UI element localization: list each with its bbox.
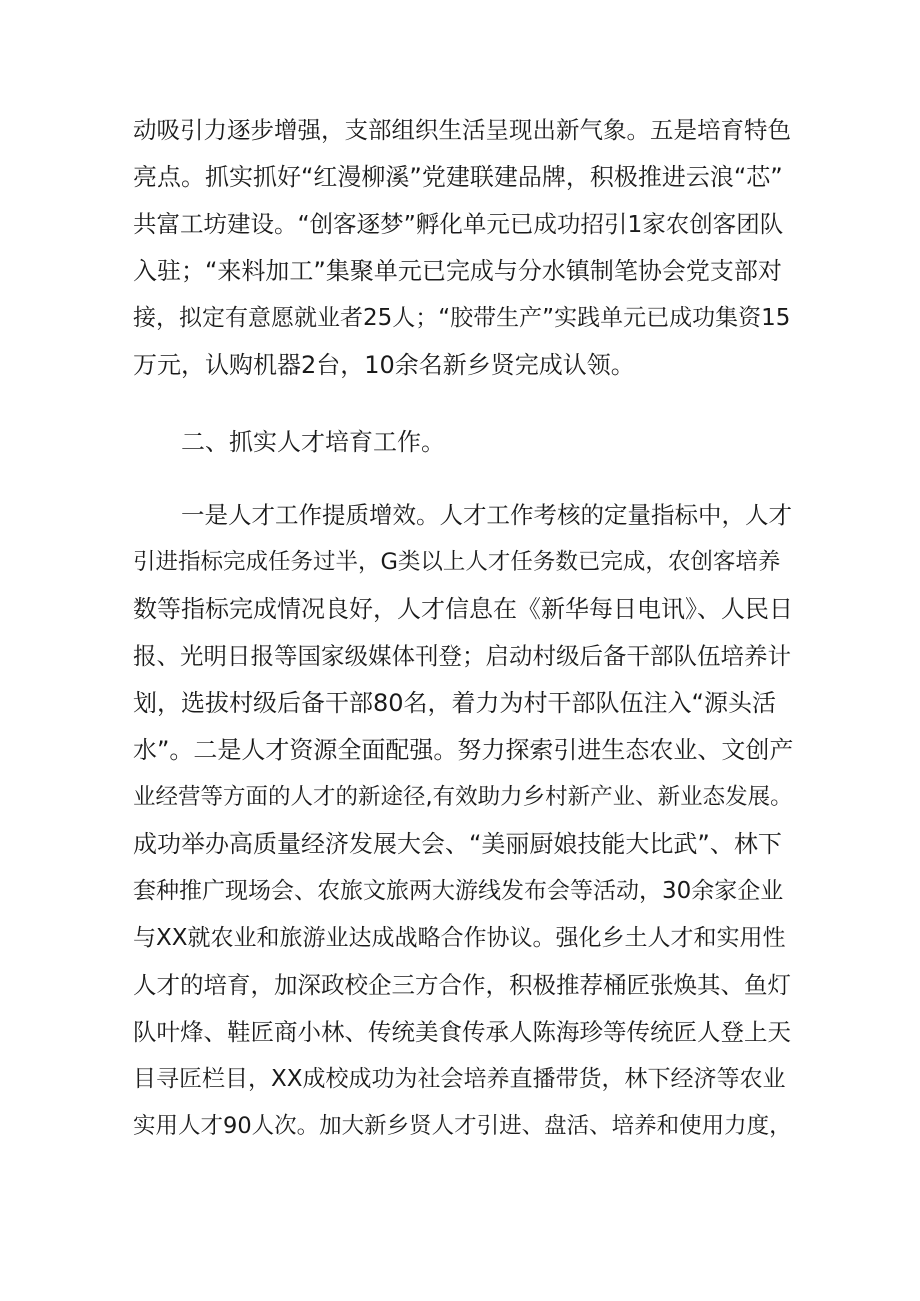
- text-line: 亮点。抓实抓好“红漫柳溪”党建联建品牌，积极推进云浪“芯”: [133, 163, 783, 191]
- text-line: 接，拟定有意愿就业者25人；“胶带生产”实践单元已成功集资15: [133, 305, 791, 331]
- text-line: 一是人才工作提质增效。人才工作考核的定量指标中，人才: [181, 501, 792, 529]
- text-line: 成功举办高质量经济发展大会、“美丽厨娘技能大比武”、林下: [133, 830, 782, 858]
- section-heading-text: 二、抓实人才培育工作。: [181, 428, 445, 456]
- text-line: 共富工坊建设。“创客逐梦”孵化单元已成功招引1家农创客团队: [133, 210, 784, 238]
- text-line: 人才的培育，加深政校企三方合作，积极推荐桶匠张焕其、鱼灯: [133, 971, 791, 999]
- text-line: 队叶烽、鞋匠商小林、传统美食传承人陈海珍等传统匠人登上天: [133, 1018, 791, 1046]
- text-line: 动吸引力逐步增强，支部组织生活呈现出新气象。五是培育特色: [133, 116, 791, 144]
- text-line: 数等指标完成情况良好，人才信息在《新华每日电讯》、人民日: [133, 595, 793, 623]
- text-line: 万元，认购机器2台，10余名新乡贤完成认领。: [133, 351, 635, 379]
- text-line: 套种推广现场会、农旅文旅两大游线发布会等活动，30余家企业: [133, 878, 784, 904]
- paragraph-continued: [133, 107, 793, 389]
- text-line: 引进指标完成任务过半，G类以上人才任务数已完成，农创客培养: [133, 549, 781, 575]
- section-heading: [133, 419, 793, 466]
- text-line: 入驻；“来料加工”集聚单元已完成与分水镇制笔协会党支部对: [133, 257, 782, 285]
- text-line: 业经营等方面的人才的新途径,有效助力乡村新产业、新业态发展。: [133, 784, 793, 810]
- paragraph-talent-work: [133, 492, 793, 1150]
- text-line: 报、光明日报等国家级媒体刊登；启动村级后备干部队伍培养计: [133, 642, 791, 670]
- text-line: 实用人才90人次。加大新乡贤人才引进、盘活、培养和使用力度，: [133, 1113, 792, 1139]
- text-line: 与XX就农业和旅游业达成战略合作协议。强化乡土人才和实用性: [133, 925, 786, 951]
- text-line: 划，选拔村级后备干部80名，着力为村干部队伍注入“源头活: [133, 689, 776, 717]
- text-line: 目寻匠栏目，XX成校成功为社会培养直播带货，林下经济等农业: [133, 1066, 786, 1092]
- text-line: 水”。二是人才资源全面配强。努力探索引进生态农业、文创产: [133, 736, 794, 764]
